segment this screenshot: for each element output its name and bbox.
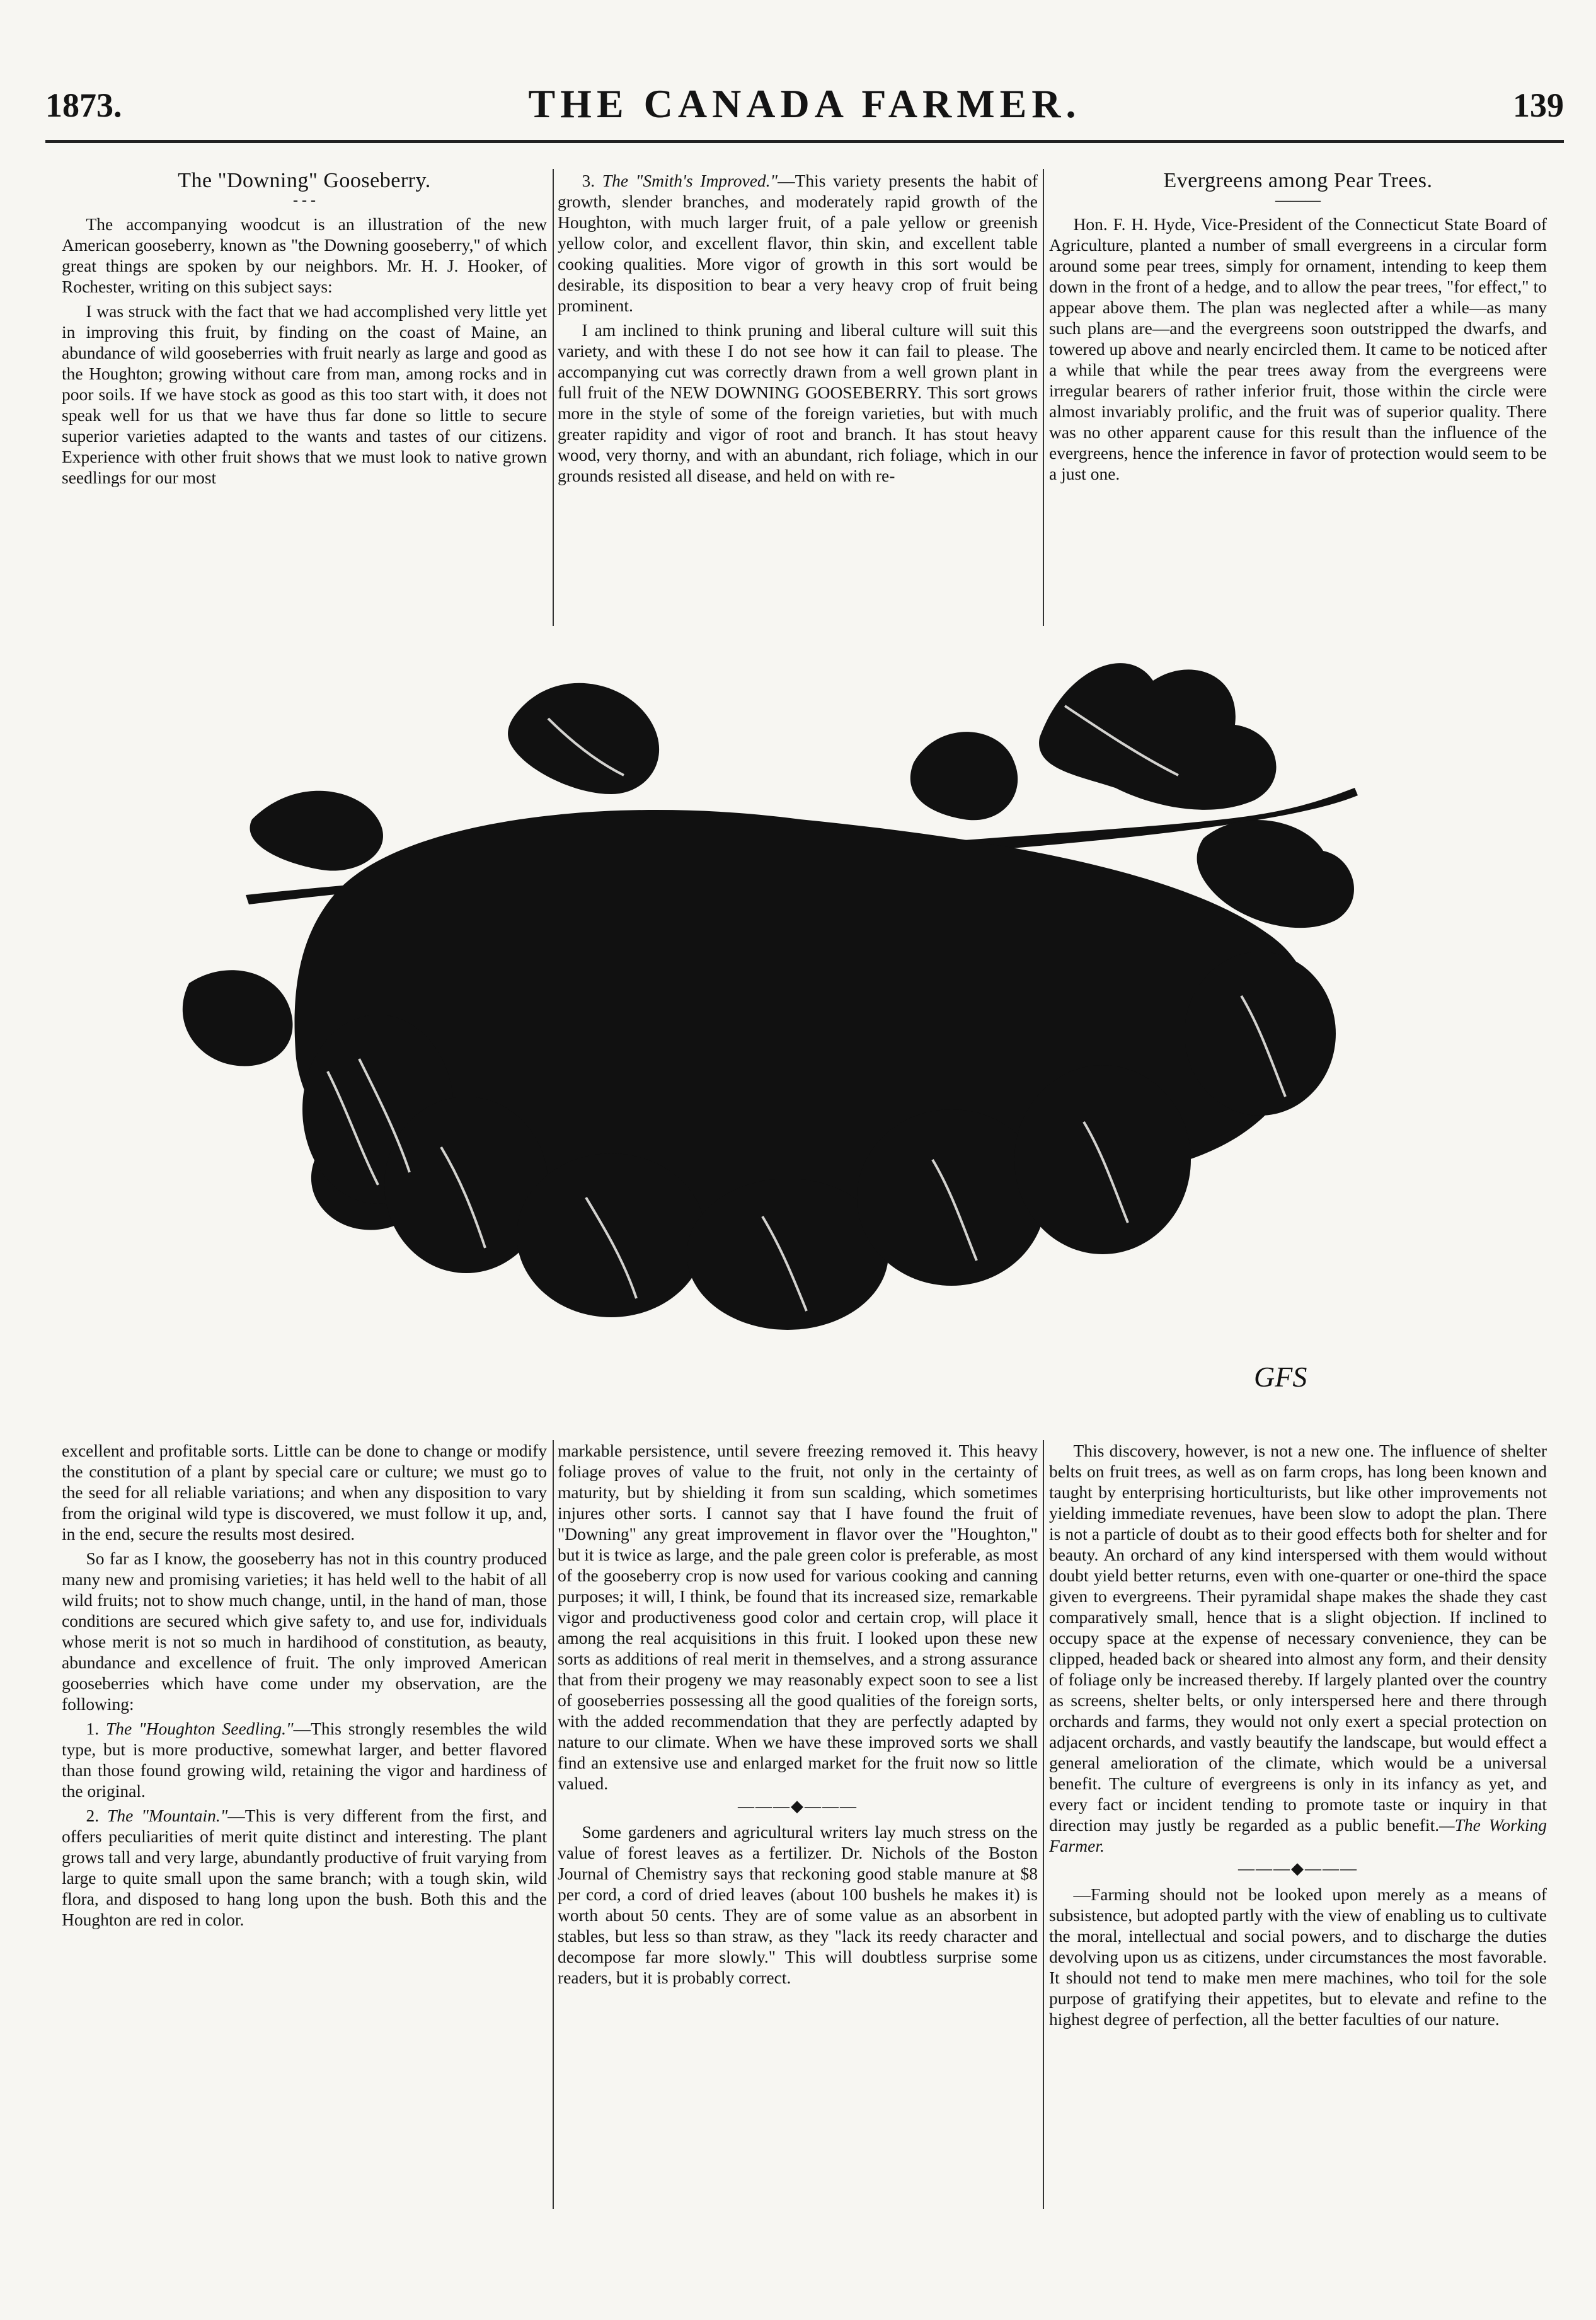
downing-quote-1: I was struck with the fact that we had accomplished very little yet in improving this fruit, by finding on the coast of Maine, an abundance of wild gooseberries with fruit nearly as large and good as the Houghton; growing without care from man, among rocks and in poor soils. If we have stock as good as this too start with, it does not speak well for us that we have thus far done so little to secure superior varieties adapted to the wants and tastes of our citizens. Experience with other fruit shows that we must look to native grown seedlings for our most: [62, 301, 547, 487]
evergreens-p1: Hon. F. H. Hyde, Vice-President of the Connecticut State Board of Agriculture, planted a number of small evergreens in a circular form around some pear trees, simply for ornament, intending to keep them down in the front of a hedge, and to allow the pear trees, "for effect," to appear above them. The plan was neglected after a while—as many such plans are—and the evergreens soon outstripped the dwarfs, and towered up above and nearly encircled them. It came to be noticed after a while that while the pear trees away from the evergreens were irregular bearers of rather inferior fruit, those within the circle were almost invariably prolific, and the fruit was of superior quality. There was no other apparent cause for this result than the influence of the evergreens, hence the inference in favor of protection would seem to be a just one.: [1049, 214, 1547, 483]
column-rule: [1043, 1440, 1044, 2209]
header-page-number: 139: [1513, 86, 1564, 124]
column-rule: [1043, 169, 1044, 626]
evergreens-source: —The Working Farmer.: [1049, 1815, 1547, 1855]
column-rule: [553, 169, 554, 626]
variety-1-name: The "Houghton Seedling.": [105, 1719, 294, 1738]
woodcut-monogram: GFS: [1254, 1361, 1307, 1393]
variety-3-text: —This variety presents the habit of growth, slender branches, and moderately rapid growth of the Houghton, with much larger fruit, of a pale yellow or greenish yellow color, and excellent flavor, thin skin, and excellent table cooking qualities. More vigor of growth in this sort would be desirable, its disposition to bear a very heavy crop of fruit being prominent.: [558, 171, 1038, 315]
column-3-top: [1049, 170, 1547, 624]
header-rule: [45, 140, 1564, 143]
variety-2-text: —This is very different from the first, and offers peculiarities of merit quite distinct and interesting. The plant grows tall and very large, abundantly productive of fruit varying from large to quite small upon the same branch; with a tough skin, wild flora, and disposed to hang long upon the bush. Both this and the Houghton are red in color.: [62, 1806, 547, 1929]
title-ornament: ———: [1275, 192, 1321, 209]
downing-title: The "Downing" Gooseberry.: [178, 170, 431, 192]
column-1-top: [62, 170, 547, 624]
variety-1: 1. The "Houghton Seedling."—This strongly resembles the wild type, but is more productive, somewhat larger, and better flavored than those found growing wild, retaining the vigor and hardiness of the original.: [62, 1719, 547, 1801]
header-title: THE CANADA FARMER.: [528, 81, 1081, 126]
downing-quote-3: So far as I know, the gooseberry has not in this country produced many new and promising varieties; it has held well to the habit of all wild fruits; not to show much change, until, in the hand of man, those conditions are secured which give safety to, and use for, individuals whose merit is not so much in hardihood of constitution, as beauty, abundance and excellence of fruit. The only improved American gooseberries which have come under my observation, are the following:: [62, 1549, 547, 1714]
title-ornament: - - -: [293, 192, 316, 209]
column-2-top: [558, 170, 1038, 624]
variety-3: 3. The "Smith's Improved."—This variety presents the habit of growth, slender branches, and moderately rapid growth of the Houghton, with much larger fruit, of a pale yellow or greenish yellow color, and excellent flavor, thin skin, and excellent table cooking qualities. More vigor of growth in this sort would be desirable, its disposition to bear a very heavy crop of fruit being prominent.: [558, 171, 1038, 315]
downing-quote-4: markable persistence, until severe freezing removed it. This heavy foliage proves of value to the fruit, not only in the certainty of maturity, but by shielding it from sun scalding, which sometimes injures other sorts. I cannot say that I have found the fruit of "Downing" any great improvement in flavor over the "Houghton," but it is twice as large, and the pale green color is preferable, as most of the gooseberry crop is now used for various cooking and canning purposes; it will, I think, be found that its increased size, remarkable vigor and productiveness good color and certain crop, will place it among the real acquisitions in this fruit. I looked upon these new sorts as additions of real merit in themselves, and a strong assurance that from their progeny we may reasonably expect soon to see a list of gooseberries possessing all the good qualities of the foreign sorts, with the added recommendation that they are perfectly adapted by nature to our climate. When we have these improved sorts we shall find an extensive use and enlarged market for the fruit now so little valued.: [558, 1441, 1038, 1793]
evergreens-title: Evergreens among Pear Trees.: [1163, 170, 1433, 192]
variety-3-name: The "Smith's Improved.": [602, 171, 778, 190]
column-3-bottom: [1049, 1440, 1547, 2196]
farming-article: —Farming should not be looked upon merely as a means of subsistence, but adopted partly with the view of enabling us to cultivate the moral, intellectual and social powers, and to discharge the duties devolving upon us as citizens, under circumstances the most favorable. It should not tend to make men mere machines, who toil for the sole purpose of gratifying their appetites, but to elevate and refine to the highest degree of perfection, all the better faculties of our nature.: [1049, 1884, 1547, 2029]
downing-intro: The accompanying woodcut is an illustration of the new American gooseberry, known as "the Downing gooseberry," of which great things are spoken by our neighbors. Mr. H. J. Hooker, of Rochester, writing on this subject says:: [62, 214, 547, 296]
section-separator: ———◆———: [1238, 1859, 1358, 1878]
evergreens-p2: This discovery, however, is not a new one. The influence of shelter belts on fruit trees, as well as on farm crops, has long been known and taught by enterprising horticulturists, but like other improvements not yielding immediate revenues, have been slow to adopt the plan. There is not a particle of doubt as to their good effects both for shelter and for beauty. An orchard of any kind interspersed with them would without doubt yield better returns, even with one-quarter or one-third the space given to evergreens. Their pyramidal shape makes the shade they cast comparatively small, hence that is a slight objection. If inclined to occupy space at the expense of necessary convenience, they can be clipped, headed back or sheared into almost any form, and their density of foliage only be increased thereby. If largely planted over the country as screens, shelter belts, or only interspersed here and there through orchards and farms, they would not only exert a special protection on adjacent orchards, and vastly beautify the landscape, but would effect a general amelioration of the climate, which would be a universal benefit. The culture of evergreens is only in its infancy as yet, and every fact or incident tending to promote taste or inquiry in that direction may justly be regarded as a public benefit.—The Working Farmer.: [1049, 1441, 1547, 1855]
downing-culture: I am inclined to think pruning and liberal culture will suit this variety, and with these I do not see how it can fail to please. The accompanying cut was correctly drawn from a well grown plant in full fruit of the NEW DOWNING GOOSEBERRY. This sort grows more in the style of some of the foreign varieties, but with much greater rapidity and vigor of root and branch. It has stout heavy wood, very thorny, and with an abundant, rich foliage, which in our grounds resisted all disease, and held on with re-: [558, 320, 1038, 485]
column-rule: [553, 1440, 554, 2209]
section-separator: ———◆———: [738, 1797, 858, 1815]
downing-quote-2: excellent and profitable sorts. Little can be done to change or modify the constitution of a plant by special care or culture; we must go to the seed for all reliable variations; and when any disposition to vary from the original wild type is discovered, we must follow it up, and, in the end, secure the results most desired.: [62, 1441, 547, 1544]
page-header: [45, 81, 1564, 137]
variety-1-text: —This strongly resembles the wild type, but is more productive, somewhat larger, and better flavored than those found growing wild, retaining the vigor and hardiness of the original.: [62, 1719, 547, 1801]
column-1-bottom: [62, 1440, 547, 2196]
gooseberry-branch-woodcut-icon: [170, 630, 1430, 1431]
forest-leaves-article: Some gardeners and agricultural writers lay much stress on the value of forest leaves as a fertilizer. Dr. Nichols of the Boston Journal of Chemistry says that reckoning good stable manure at $8 per cord, a cord of dried leaves (about 100 bushels he makes it) is worth about 50 cents. They are of some value as an absorbent in stables, but less so than straw, as they "lack its reedy character and decompose far more slowly." This will doubtless surprise some readers, but it is probably correct.: [558, 1822, 1038, 1987]
column-2-bottom: [558, 1440, 1038, 2196]
header-year: 1873.: [45, 86, 122, 124]
variety-2: 2. The "Mountain."—This is very different from the first, and offers peculiarities of merit quite distinct and interesting. The plant grows tall and very large, abundantly productive of fruit varying from large to quite small upon the same branch; with a tough skin, wild flora, and disposed to hang long upon the bush. Both this and the Houghton are red in color.: [62, 1806, 547, 1929]
variety-2-name: The "Mountain.": [107, 1806, 228, 1825]
